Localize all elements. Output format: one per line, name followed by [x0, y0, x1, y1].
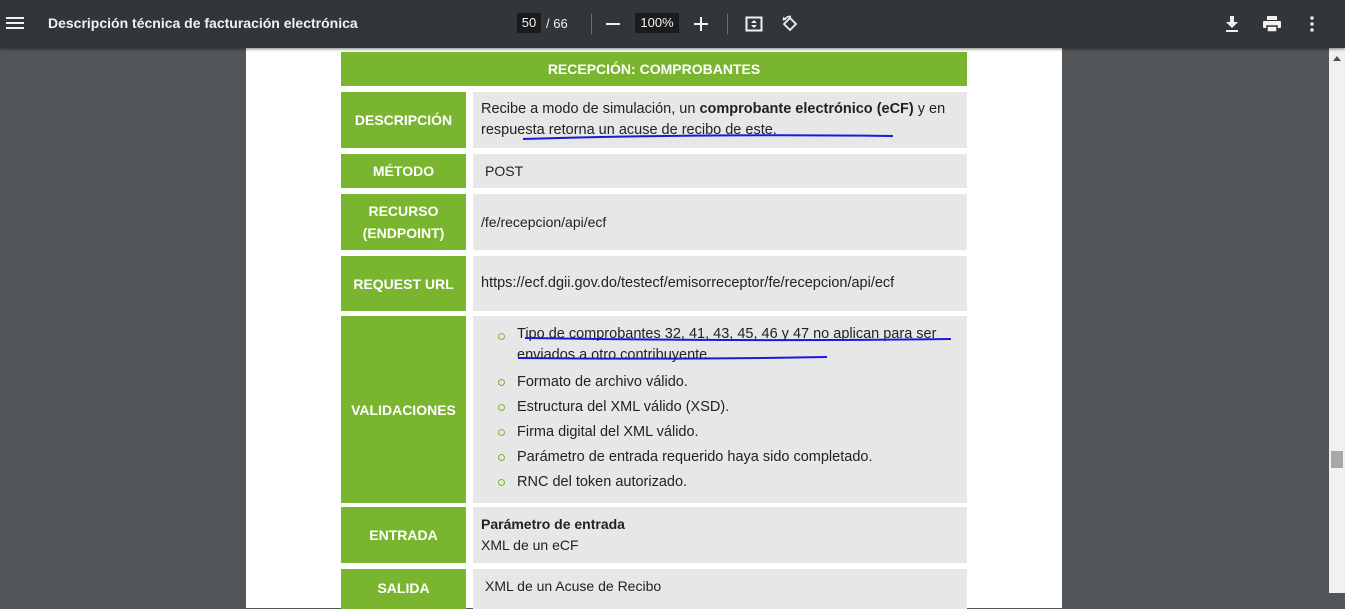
print-icon [1263, 16, 1281, 32]
document-title: Descripción técnica de facturación electrónica [48, 15, 358, 31]
fit-page-icon [745, 15, 763, 33]
download-icon [1225, 16, 1239, 32]
list-item: Tipo de comprobantes 32, 41, 43, 45, 46 y 47 no aplican para ser enviados a otro contribuyente. [517, 324, 957, 366]
list-item: Parámetro de entrada requerido haya sido completado. [517, 445, 957, 470]
more-vert-icon [1310, 16, 1314, 32]
rotate-icon [781, 15, 799, 33]
zoom-input[interactable] [635, 13, 679, 33]
row-value [473, 92, 967, 148]
page-total: / 66 [546, 16, 568, 31]
row-value [473, 256, 967, 311]
row-label: VALIDACIONES [341, 316, 466, 503]
row-value: XML de un Acuse de Recibo [473, 569, 967, 609]
row-value: POST [473, 154, 967, 188]
row-label: RECURSO (ENDPOINT) [341, 194, 466, 250]
request-url-text: https://ecf.dgii.gov.do/testecf/emisorreceptor/fe/recepcion/api/ecf [481, 275, 895, 291]
more-options-button[interactable] [1300, 12, 1324, 36]
row-value [473, 316, 967, 503]
list-item: Formato de archivo válido. [517, 370, 957, 395]
table-row-descripcion [341, 92, 967, 148]
fit-page-button[interactable] [742, 12, 766, 36]
zoom-in-icon [694, 17, 708, 31]
zoom-in-button[interactable] [689, 12, 713, 36]
row-value: /fe/recepcion/api/ecf [473, 194, 967, 250]
entrada-title: Parámetro de entrada [481, 516, 625, 532]
table-row-metodo [341, 154, 967, 188]
table-header: RECEPCIÓN: COMPROBANTES [341, 52, 967, 86]
zoom-out-icon [606, 17, 620, 31]
menu-icon[interactable] [6, 14, 24, 34]
entrada-value: XML de un eCF [481, 537, 579, 553]
validation-list [481, 324, 957, 495]
list-item: RNC del token autorizado. [517, 470, 957, 495]
toolbar-divider [591, 14, 592, 34]
pdf-toolbar [0, 0, 1345, 48]
row-label: MÉTODO [341, 154, 466, 188]
row-label: ENTRADA [341, 507, 466, 563]
description-text: Recibe a modo de simulación, un comprobante electrónico (eCF) y en respuesta retorna un acuse de recibo de este. [481, 101, 946, 138]
list-item: Estructura del XML válido (XSD). [517, 395, 957, 420]
table-row-entrada [341, 507, 967, 563]
pdf-page [246, 48, 1062, 608]
row-value [473, 507, 967, 563]
row-label: REQUEST URL [341, 256, 466, 311]
vertical-scrollbar[interactable] [1329, 48, 1345, 593]
table-row-validaciones [341, 316, 967, 503]
table-row-request-url [341, 256, 967, 311]
scroll-up-arrow-icon[interactable] [1333, 56, 1341, 61]
table-row-recurso [341, 194, 967, 250]
table-row-salida [341, 569, 967, 609]
toolbar-divider [727, 14, 728, 34]
scroll-thumb[interactable] [1331, 451, 1343, 468]
page-number-input[interactable] [517, 13, 541, 33]
print-button[interactable] [1260, 12, 1284, 36]
download-button[interactable] [1220, 12, 1244, 36]
rotate-button[interactable] [778, 12, 802, 36]
row-label: DESCRIPCIÓN [341, 92, 466, 148]
zoom-out-button[interactable] [601, 12, 625, 36]
row-label: SALIDA [341, 569, 466, 609]
list-item: Firma digital del XML válido. [517, 420, 957, 445]
